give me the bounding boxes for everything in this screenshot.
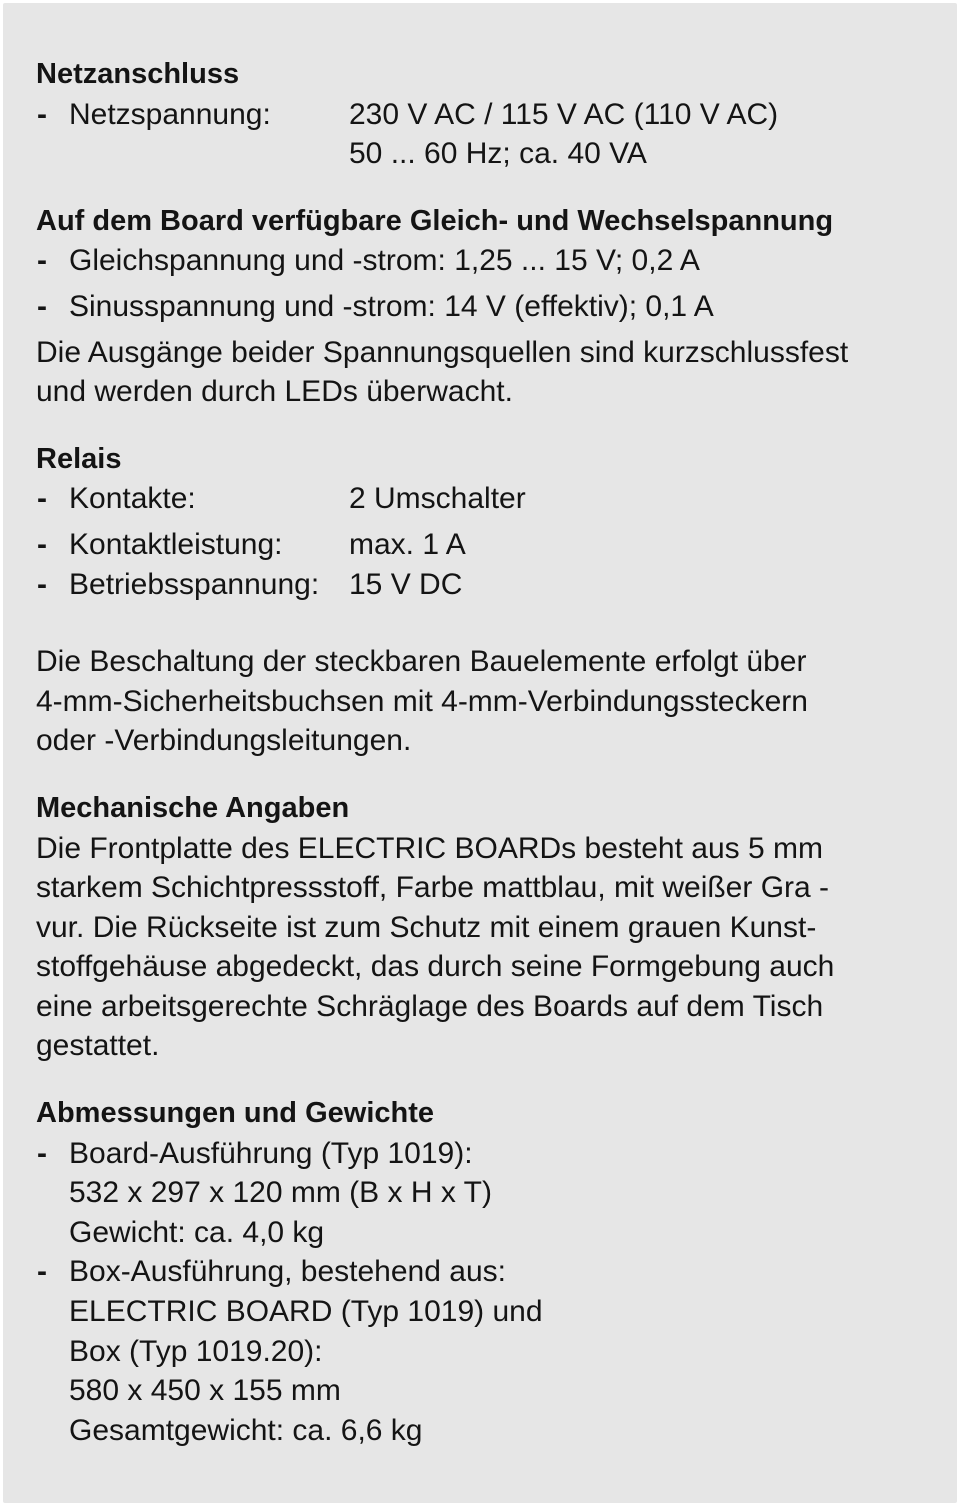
box-line: Box (Typ 1019.20): [69,1334,323,1368]
list-item-kontakte [36,479,936,519]
gleichspannung-text: Gleichspannung und -strom: 1,25 ... 15 V; 0,2 A [69,244,700,278]
list-item-gleichspannung [36,241,936,281]
heading-abmessungen: Abmessungen und Gewichte [36,1097,434,1130]
beschaltung-line3: oder -Verbindungsleitungen. [36,724,412,758]
bullet-dash: - [37,567,47,601]
box-line: 580 x 450 x 155 mm [69,1374,341,1408]
list-item-box [36,1252,936,1450]
list-item-kontaktleistung [36,525,936,565]
box-line: Box-Ausführung, bestehend aus: [69,1255,506,1289]
list-item-sinusspannung [36,287,936,327]
board-line: Board-Ausführung (Typ 1019): [69,1136,473,1170]
board-line: Gewicht: ca. 4,0 kg [69,1215,325,1249]
bullet-dash: - [37,1255,47,1289]
mechanik-line: eine arbeitsgerechte Schräglage des Boards auf dem Tisch [36,989,824,1023]
bullet-dash: - [37,244,47,278]
heading-relais: Relais [36,442,122,475]
box-line: ELECTRIC BOARD (Typ 1019) und [69,1295,543,1329]
bullet-dash: - [37,289,47,323]
mechanik-line: vur. Die Rückseite ist zum Schutz mit einem grauen Kunst- [36,910,817,944]
bullet-dash: - [37,482,47,516]
bullet-dash: - [37,527,47,561]
kontakte-label: Kontakte: [69,482,196,516]
netzspannung-value-line2: 50 ... 60 Hz; ca. 40 VA [349,137,647,171]
mechanik-line: Die Frontplatte des ELECTRIC BOARDs besteht aus 5 mm [36,831,823,865]
list-item-betriebsspannung [36,565,936,605]
netzspannung-value [349,95,778,174]
beschaltung-line2: 4-mm-Sicherheitsbuchsen mit 4-mm-Verbindungssteckern [36,684,808,718]
spannung-paragraph-line1: Die Ausgänge beider Spannungsquellen sind kurzschlussfest [36,335,849,369]
spec-content [36,55,936,1450]
bullet-dash: - [37,97,47,131]
list-item-board [36,1134,936,1253]
heading-netzanschluss: Netzanschluss [36,58,240,90]
netzspannung-value-line1: 230 V AC / 115 V AC (110 V AC) [349,97,779,131]
mechanik-line: starkem Schichtpressstoff, Farbe mattblau, mit weißer Gra - [36,871,830,905]
box-line: Gesamtgewicht: ca. 6,6 kg [69,1413,423,1447]
kontaktleistung-label: Kontaktleistung: [69,527,283,561]
spannung-paragraph-line2: und werden durch LEDs überwacht. [36,375,513,409]
kontaktleistung-value: max. 1 A [349,527,466,561]
bullet-dash: - [37,1136,47,1170]
list-item-netzspannung [36,95,936,174]
heading-mechanik: Mechanische Angaben [36,791,350,824]
board-line: 532 x 297 x 120 mm (B x H x T) [69,1176,492,1210]
kontakte-value: 2 Umschalter [349,482,526,516]
netzspannung-label: Netzspannung: [69,97,271,131]
heading-spannung: Auf dem Board verfügbare Gleich- und Wechselspannung [36,204,834,237]
mechanik-line: stoffgehäuse abgedeckt, das durch seine Formgebung auch [36,950,835,984]
spec-panel [3,3,957,1503]
beschaltung-line1: Die Beschaltung der steckbaren Bauelemente erfolgt über [36,645,807,679]
betriebsspannung-value: 15 V DC [349,567,463,601]
mechanik-line: gestattet. [36,1029,160,1063]
sinusspannung-text: Sinusspannung und -strom: 14 V (effektiv); 0,1 A [69,289,714,323]
betriebsspannung-label: Betriebsspannung: [69,567,320,601]
